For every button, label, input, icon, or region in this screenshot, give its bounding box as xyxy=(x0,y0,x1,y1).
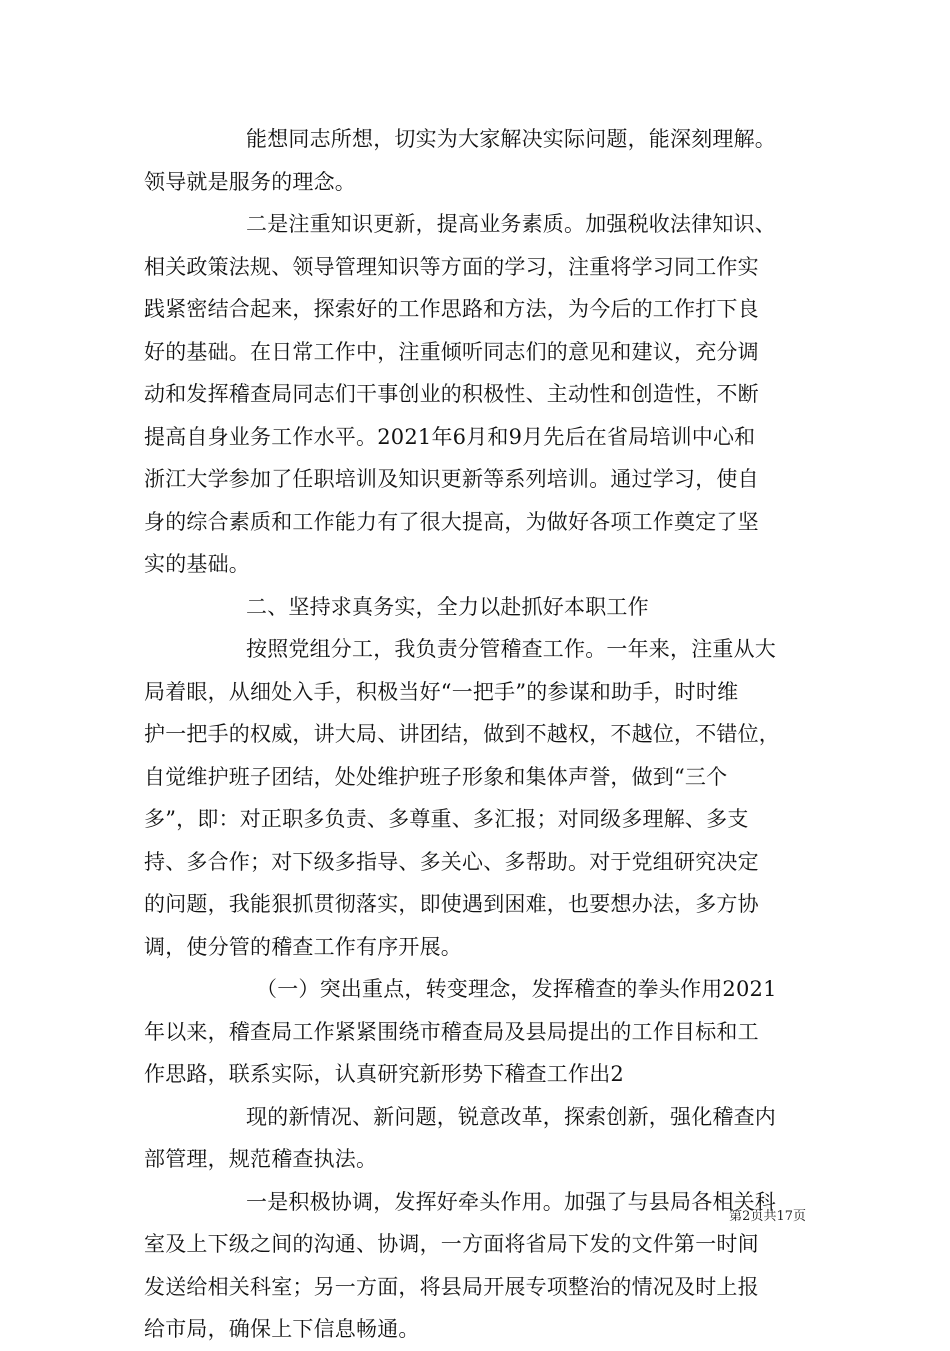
text-line: 好的基础。在日常工作中，注重倾听同志们的意见和建议，充分调 xyxy=(144,339,759,364)
page-number: 第2页共17页 xyxy=(729,1209,806,1224)
text-line: 实的基础。 xyxy=(144,552,250,576)
document-body xyxy=(144,118,824,1351)
text-line: 年以来，稽查局工作紧紧围绕市稽查局及县局提出的工作目标和工 xyxy=(144,1019,759,1044)
text-line: 按照党组分工，我负责分管稽查工作。一年来，注重从大 xyxy=(246,637,776,661)
text-line: 自觉维护班子团结，处处维护班子形象和集体声誉，做到“三个 xyxy=(144,764,728,789)
text-line: 能想同志所想，切实为大家解决实际问题，能深刻理解。 xyxy=(246,127,776,151)
text-line: 部管理，规范稽查执法。 xyxy=(144,1147,378,1171)
subsection-heading: （一）突出重点，转变理念，发挥稽查的拳头作用2021 xyxy=(256,977,777,1001)
text-line: 践紧密结合起来，探索好的工作思路和方法，为今后的工作打下良 xyxy=(144,297,759,321)
text-line: 室及上下级之间的沟通、协调，一方面将省局下发的文件第一时间 xyxy=(144,1232,759,1256)
text-line: 现的新情况、新问题，锐意改革，探索创新，强化稽查内 xyxy=(246,1104,776,1129)
text-line: 身的综合素质和工作能力有了很大提高，为做好各项工作奠定了坚 xyxy=(144,509,759,534)
text-line: 提高自身业务工作水平。2021年6月和9月先后在省局培训中心和 xyxy=(144,424,756,449)
text-line: 一是积极协调，发挥好牵头作用。加强了与县局各相关科 xyxy=(246,1189,776,1214)
text-line: 局着眼，从细处入手，积极当好“一把手”的参谋和助手，时时维 xyxy=(144,679,739,704)
text-line: 调，使分管的稽查工作有序开展。 xyxy=(144,934,462,959)
section-heading: 二、坚持求真务实，全力以赴抓好本职工作 xyxy=(246,594,649,619)
text-line: 动和发挥稽查局同志们干事创业的积极性、主动性和创造性，不断 xyxy=(144,382,759,406)
text-line: 浙江大学参加了任职培训及知识更新等系列培训。通过学习，使自 xyxy=(144,467,759,491)
text-line: 作思路，联系实际，认真研究新形势下稽查工作出2 xyxy=(144,1062,624,1086)
text-line: 发送给相关科室；另一方面，将县局开展专项整治的情况及时上报 xyxy=(144,1274,759,1299)
text-line: 二是注重知识更新，提高业务素质。加强税收法律知识、 xyxy=(246,212,776,236)
text-line: 给市局，确保上下信息畅通。 xyxy=(144,1317,420,1341)
text-line: 的问题，我能狠抓贯彻落实，即使遇到困难，也要想办法，多方协 xyxy=(144,892,759,916)
text-line: 护一把手的权威，讲大局、讲团结，做到不越权，不越位，不错位， xyxy=(144,722,780,746)
text-line: 多”，即：对正职多负责、多尊重、多汇报；对同级多理解、多支 xyxy=(144,807,749,831)
text-line: 领导就是服务的理念。 xyxy=(144,169,356,194)
text-line: 相关政策法规、领导管理知识等方面的学习，注重将学习同工作实 xyxy=(144,254,759,279)
text-line: 持、多合作；对下级多指导、多关心、多帮助。对于党组研究决定 xyxy=(144,849,759,874)
